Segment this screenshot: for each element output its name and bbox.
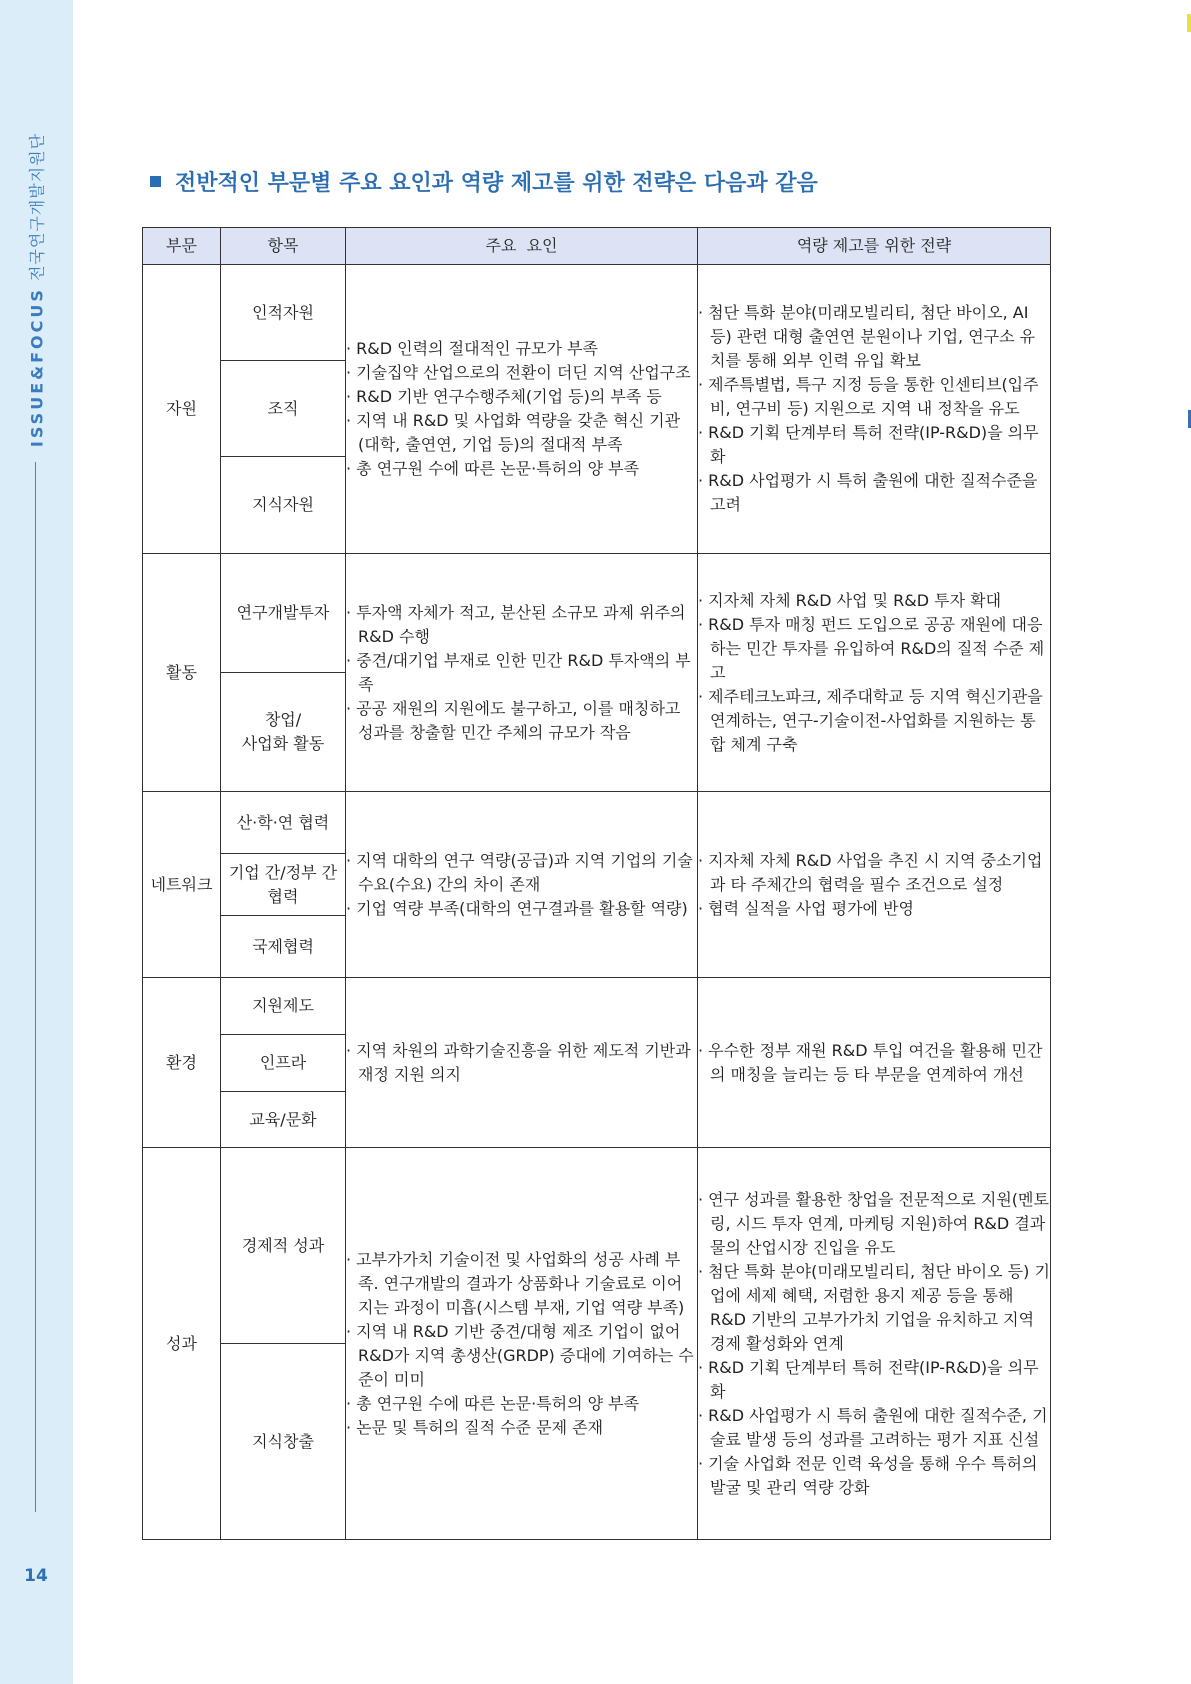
item-cell: 지식창출 <box>221 1344 346 1540</box>
strategy-line: · 첨단 특화 분야(미래모빌리티, 첨단 바이오, AI 등) 관련 대형 출연연 분원이나 기업, 연구소 유치를 통해 외부 인력 유입 확보 <box>698 303 1036 370</box>
table-header-row <box>143 228 1051 265</box>
item-cell: 교육/문화 <box>221 1092 346 1148</box>
factor-line: · 총 연구원 수에 따른 논문·특허의 양 부족 <box>346 1393 640 1413</box>
factor-line: · 기술집약 산업으로의 전환이 더딘 지역 산업구조 <box>346 363 691 382</box>
strategy-line: · 협력 실적을 사업 평가에 반영 <box>698 898 914 918</box>
sector-cell: 자원 <box>143 265 221 554</box>
factor-line: · 지역 차원의 과학기술진흥을 위한 제도적 기반과 재정 지원 의지 <box>346 1040 691 1084</box>
table-row <box>143 792 1051 854</box>
item-cell: 국제협력 <box>221 916 346 978</box>
item-cell: 지원제도 <box>221 978 346 1035</box>
sector-cell: 환경 <box>143 978 221 1148</box>
strategy-line: · 지자체 자체 R&D 사업 및 R&D 투자 확대 <box>698 590 1002 610</box>
factors-cell <box>346 1148 698 1540</box>
strategy-line: · R&D 기획 단계부터 특허 전략(IP-R&D)을 의무화 <box>698 1357 1039 1401</box>
sidebar-divider <box>35 462 36 1512</box>
item-cell: 지식자원 <box>221 457 346 554</box>
header-item: 항목 <box>221 228 346 265</box>
strategy-table <box>142 227 1051 1540</box>
table-row <box>143 978 1051 1035</box>
strategy-line: · 제주특별법, 특구 지정 등을 통한 인센티브(입주비, 연구비 등) 지원으로 지역 내 정착을 유도 <box>698 375 1039 418</box>
factor-line: · 중견/대기업 부재로 인한 민간 R&D 투자액의 부족 <box>346 650 691 694</box>
factor-line: · 지역 대학의 연구 역량(공급)과 지역 기업의 기술 수요(수요) 간의 차이 존재 <box>346 850 693 894</box>
item-cell: 연구개발투자 <box>221 554 346 673</box>
strategy-line: · 연구 성과를 활용한 창업을 전문적으로 지원(멘토링, 시드 투자 연계, 마케팅 지원)하여 R&D 결과물의 산업시장 진입을 유도 <box>698 1189 1049 1257</box>
item-cell: 경제적 성과 <box>221 1148 346 1344</box>
strategy-line: · 첨단 특화 분야(미래모빌리티, 첨단 바이오 등) 기업에 세제 혜택, 저렴한 용지 제공 등을 통해 R&D 기반의 고부가가치 기업을 유치하고 지역 경제 활성화와 연계 <box>698 1261 1050 1353</box>
strategy-line: · R&D 투자 매칭 펀드 도입으로 공공 재원에 대응하는 민간 투자를 유입하여 R&D의 질적 수준 제고 <box>698 614 1045 682</box>
table-row <box>143 554 1051 673</box>
sidebar-label <box>25 133 48 447</box>
strategies-cell <box>698 1148 1051 1540</box>
strategies-cell <box>698 978 1051 1148</box>
corner-mark <box>1187 14 1191 32</box>
sector-cell: 활동 <box>143 554 221 792</box>
strategy-line: · 제주테크노파크, 제주대학교 등 지역 혁신기관을 연계하는, 연구-기술이전-사업화를 지원하는 통합 체계 구축 <box>698 686 1043 754</box>
item-cell: 인적자원 <box>221 265 346 361</box>
strategies-cell <box>698 554 1051 792</box>
header-factors: 주요 요인 <box>346 228 698 265</box>
page-number: 14 <box>24 1566 48 1586</box>
strategies-cell <box>698 792 1051 978</box>
strategy-line: · R&D 사업평가 시 특허 출원에 대한 질적수준을 고려 <box>698 471 1038 514</box>
item-cell: 인프라 <box>221 1035 346 1092</box>
item-cell: 창업/ 사업화 활동 <box>221 673 346 792</box>
sidebar-label-en: ISSUE&FOCUS <box>27 287 47 448</box>
header-sector: 부문 <box>143 228 221 265</box>
square-bullet-icon <box>150 176 161 187</box>
strategy-line: · 지자체 자체 R&D 사업을 추진 시 지역 중소기업과 타 주체간의 협력을 필수 조건으로 설정 <box>698 850 1043 894</box>
strategies-cell <box>698 265 1051 554</box>
header-strategies: 역량 제고를 위한 전략 <box>698 228 1051 265</box>
factor-line: · 고부가가치 기술이전 및 사업화의 성공 사례 부족. 연구개발의 결과가 상품화나 기술료로 이어지는 과정이 미흡(시스템 부재, 기업 역량 부족) <box>346 1249 685 1317</box>
factors-cell <box>346 265 698 554</box>
section-heading <box>150 166 818 197</box>
table-row <box>143 265 1051 361</box>
section-heading-text: 전반적인 부문별 주요 요인과 역량 제고를 위한 전략은 다음과 같음 <box>175 171 818 196</box>
item-cell: 조직 <box>221 361 346 457</box>
factor-line: · 지역 내 R&D 기반 중견/대형 제조 기업이 없어 R&D가 지역 총생산(GRDP) 증대에 기여하는 수준이 미미 <box>346 1321 694 1389</box>
strategy-line: · 우수한 정부 재원 R&D 투입 여건을 활용해 민간의 매칭을 늘리는 등 타 부문을 연계하여 개선 <box>698 1040 1043 1084</box>
factors-cell <box>346 792 698 978</box>
factor-line: · 기업 역량 부족(대학의 연구결과를 활용할 역량) <box>346 898 688 918</box>
table-row <box>143 1148 1051 1344</box>
factor-line: · 공공 재원의 지원에도 불구하고, 이를 매칭하고 성과를 창출할 민간 주체의 규모가 작음 <box>346 698 681 742</box>
item-cell: 산·학·연 협력 <box>221 792 346 854</box>
factor-line: · 총 연구원 수에 따른 논문·특허의 양 부족 <box>346 459 640 478</box>
sector-cell: 네트워크 <box>143 792 221 978</box>
factors-cell <box>346 554 698 792</box>
factor-line: · 투자액 자체가 적고, 분산된 소규모 과제 위주의 R&D 수행 <box>346 602 686 646</box>
factor-line: · 논문 및 특허의 질적 수준 문제 존재 <box>346 1417 604 1437</box>
strategy-line: · 기술 사업화 전문 인력 육성을 통해 우수 특허의 발굴 및 관리 역량 강화 <box>698 1453 1038 1497</box>
factor-line: · R&D 기반 연구수행주체(기업 등)의 부족 등 <box>346 387 662 406</box>
factor-line: · 지역 내 R&D 및 사업화 역량을 갖춘 혁신 기관(대학, 출연연, 기업 등)의 절대적 부족 <box>346 411 681 454</box>
item-cell: 기업 간/정부 간 협력 <box>221 854 346 916</box>
sidebar-label-ko: 전국연구개발지원단 <box>27 132 47 282</box>
strategy-line: · R&D 기획 단계부터 특허 전략(IP-R&D)을 의무화 <box>698 423 1039 466</box>
strategy-line: · R&D 사업평가 시 특허 출원에 대한 질적수준, 기술료 발생 등의 성과를 고려하는 평가 지표 신설 <box>698 1405 1048 1449</box>
factors-cell <box>346 978 698 1148</box>
sector-cell: 성과 <box>143 1148 221 1540</box>
factor-line: · R&D 인력의 절대적인 규모가 부족 <box>346 339 598 358</box>
